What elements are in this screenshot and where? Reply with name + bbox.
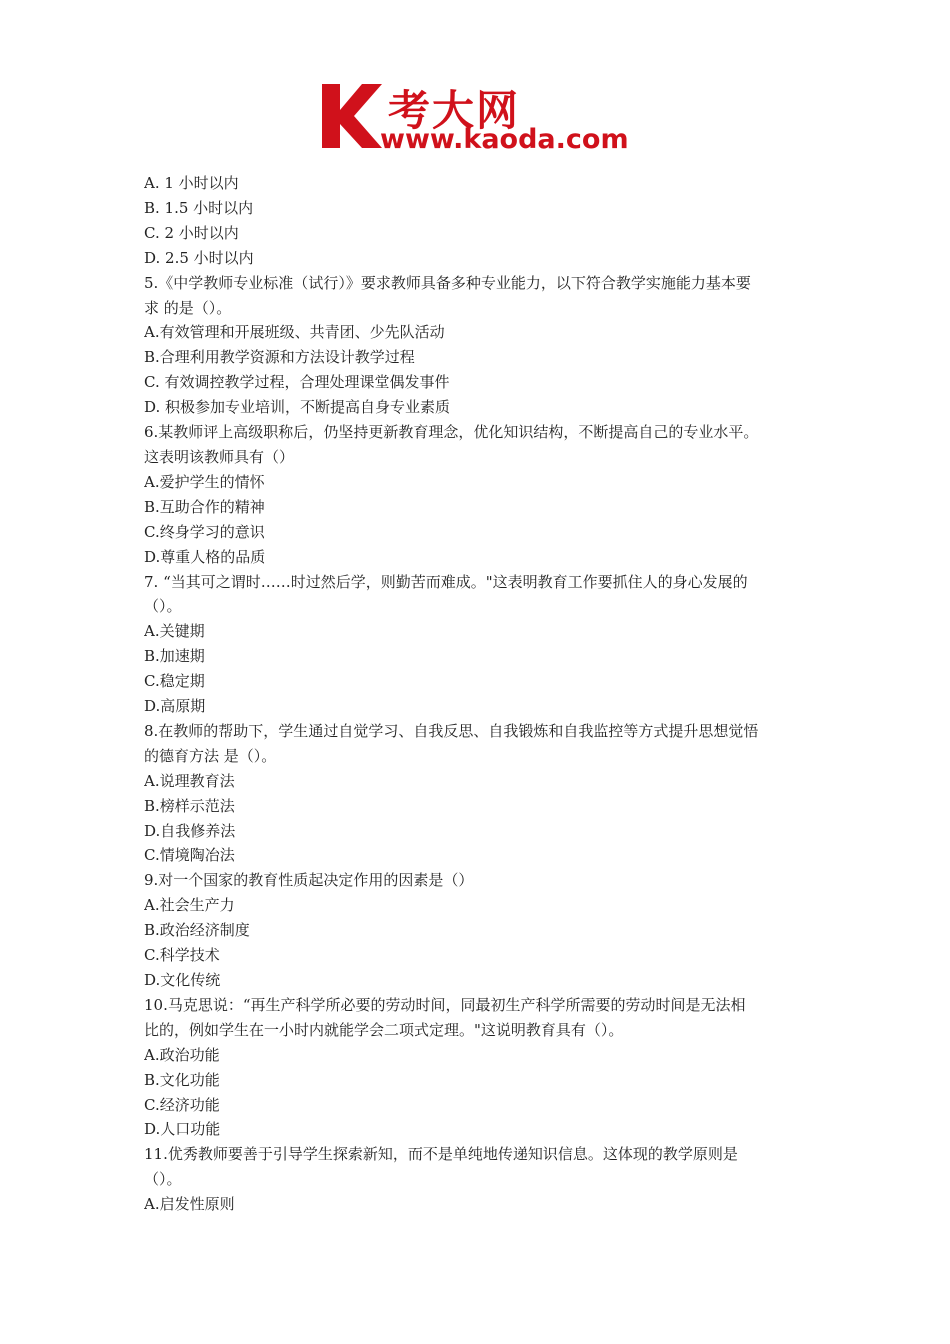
question-text: 的德育方法 是（）。 xyxy=(144,746,277,765)
kaoda-logo xyxy=(318,80,638,160)
k-letter-icon xyxy=(318,80,388,152)
option-text: B.合理利用教学资源和方法设计教学过程 xyxy=(144,348,415,367)
option-text: D.自我修养法 xyxy=(144,821,236,840)
option-text: D.高原期 xyxy=(144,697,206,716)
question-text: （）。 xyxy=(144,597,182,616)
question-text: 5.《中学教师专业标准（试行）》要求教师具备多种专业能力，以下符合教学实施能力基本要 xyxy=(144,273,751,292)
question-text: 10.马克思说：“再生产科学所必要的劳动时间，同最初生产科学所需要的劳动时间是无法相 xyxy=(144,995,746,1014)
option-text: D.文化传统 xyxy=(144,971,221,989)
question-text: 9.对一个国家的教育性质起决定作用的因素是（） xyxy=(144,871,474,890)
option-text: C. 有效调控教学过程，合理处理课堂偶发事件 xyxy=(144,373,450,392)
logo-url: www.kaoda.com xyxy=(380,124,629,155)
question-text: 8.在教师的帮助下，学生通过自觉学习、自我反思、自我锻炼和自我监控等方式提升思想觉悟 xyxy=(144,721,759,740)
option-text: B.文化功能 xyxy=(144,1070,220,1089)
text-line: D. 2.5 小时以内 xyxy=(144,248,254,267)
document-body xyxy=(144,171,814,1217)
option-text: C.科学技术 xyxy=(144,946,220,965)
option-text: C.经济功能 xyxy=(144,1095,220,1114)
text-line: A. 1 小时以内 xyxy=(144,174,239,192)
option-text: A.说理教育法 xyxy=(144,771,235,790)
option-text: B.榜样示范法 xyxy=(144,796,235,815)
option-text: C.稳定期 xyxy=(144,672,205,691)
option-text: D.人口功能 xyxy=(144,1120,221,1139)
question-text: 6.某教师评上高级职称后，仍坚持更新教育理念，优化知识结构，不断提高自己的专业水平。 xyxy=(144,423,759,442)
option-text: C.终身学习的意识 xyxy=(144,522,265,541)
question-text: 求 的是（）。 xyxy=(144,298,232,317)
question-text: 比的，例如学生在一小时内就能学会二项式定理。"这说明教育具有（）。 xyxy=(144,1020,624,1039)
option-text: B.加速期 xyxy=(144,647,205,666)
text-line: B. 1.5 小时以内 xyxy=(144,198,254,217)
option-text: D. 积极参加专业培训，不断提高自身专业素质 xyxy=(144,398,451,417)
option-text: B.政治经济制度 xyxy=(144,921,250,940)
question-text: 7. “当其可之谓时……时过然后学，则勤苦而难成。"这表明教育工作要抓住人的身心发展的 xyxy=(144,572,748,591)
question-text: 11.优秀教师要善于引导学生探索新知，而不是单纯地传递知识信息。这体现的教学原则是 xyxy=(144,1145,738,1164)
option-text: A.有效管理和开展班级、共青团、少先队活动 xyxy=(144,323,445,342)
option-text: A.政治功能 xyxy=(144,1045,220,1064)
option-text: C.情境陶冶法 xyxy=(144,846,235,865)
option-text: D.尊重人格的品质 xyxy=(144,547,266,566)
option-text: B.互助合作的精神 xyxy=(144,497,265,516)
option-text: A.启发性原则 xyxy=(144,1195,235,1214)
logo-brand-name: 考大网 xyxy=(388,86,521,135)
text-line: C. 2 小时以内 xyxy=(144,223,239,242)
option-text: A.关键期 xyxy=(144,622,205,641)
question-text: （）。 xyxy=(144,1170,182,1189)
option-text: A.社会生产力 xyxy=(144,896,235,915)
question-text: 这表明该教师具有（） xyxy=(144,447,295,466)
option-text: A.爱护学生的情怀 xyxy=(144,472,265,491)
